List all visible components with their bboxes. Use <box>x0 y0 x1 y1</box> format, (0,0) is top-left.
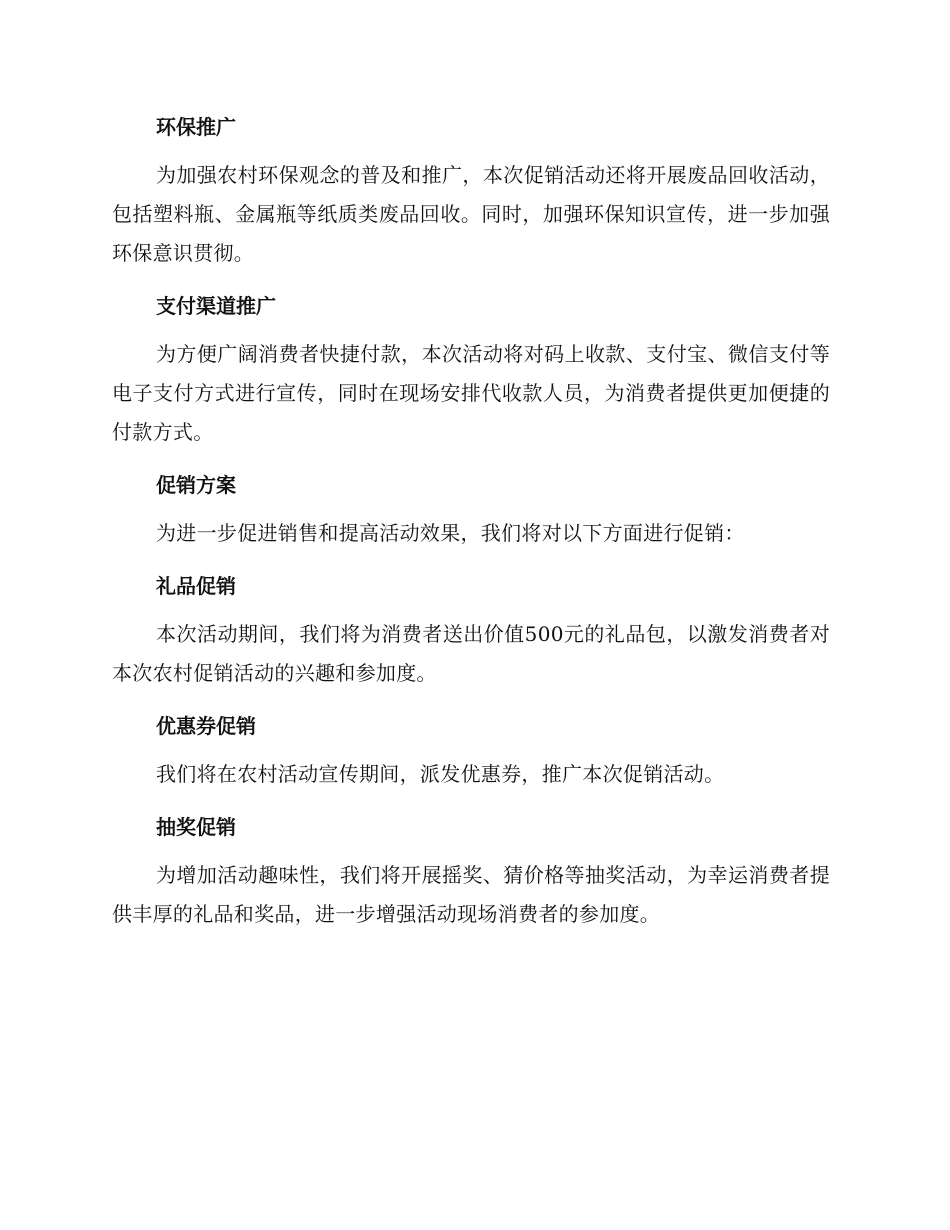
section-paragraph: 为增加活动趣味性，我们将开展摇奖、猜价格等抽奖活动，为幸运消费者提供丰厚的礼品和奖品，进一步增强活动现场消费者的参加度。 <box>112 863 830 926</box>
section-payment-channel-promotion <box>112 287 830 452</box>
section-coupon-promotion <box>112 707 830 794</box>
section-promotion-plan <box>112 466 830 553</box>
section-paragraph: 为加强农村环保观念的普及和推广，本次促销活动还将开展废品回收活动，包括塑料瓶、金属瓶等纸质类废品回收。同时，加强环保知识宣传，进一步加强环保意识贯彻。 <box>112 163 830 265</box>
section-paragraph: 为方便广阔消费者快捷付款，本次活动将对码上收款、支付宝、微信支付等电子支付方式进行宣传，同时在现场安排代收款人员，为消费者提供更加便捷的付款方式。 <box>112 342 830 444</box>
section-paragraph: 我们将在农村活动宣传期间，派发优惠券，推广本次促销活动。 <box>156 762 725 786</box>
section-paragraph: 本次活动期间，我们将为消费者送出价值500元的礼品包，以激发消费者对本次农村促销活动的兴趣和参加度。 <box>112 622 830 685</box>
section-heading: 抽奖促销 <box>156 815 236 839</box>
section-heading: 优惠券促销 <box>156 714 256 738</box>
section-environmental-promotion <box>112 108 830 273</box>
section-heading: 支付渠道推广 <box>156 294 276 318</box>
section-heading: 礼品促销 <box>156 574 236 598</box>
document-page <box>112 108 830 948</box>
section-heading: 环保推广 <box>156 115 236 139</box>
section-gift-promotion <box>112 567 830 693</box>
section-paragraph: 为进一步促进销售和提高活动效果，我们将对以下方面进行促销： <box>156 521 745 545</box>
section-heading: 促销方案 <box>156 473 236 497</box>
section-lottery-promotion <box>112 808 830 934</box>
